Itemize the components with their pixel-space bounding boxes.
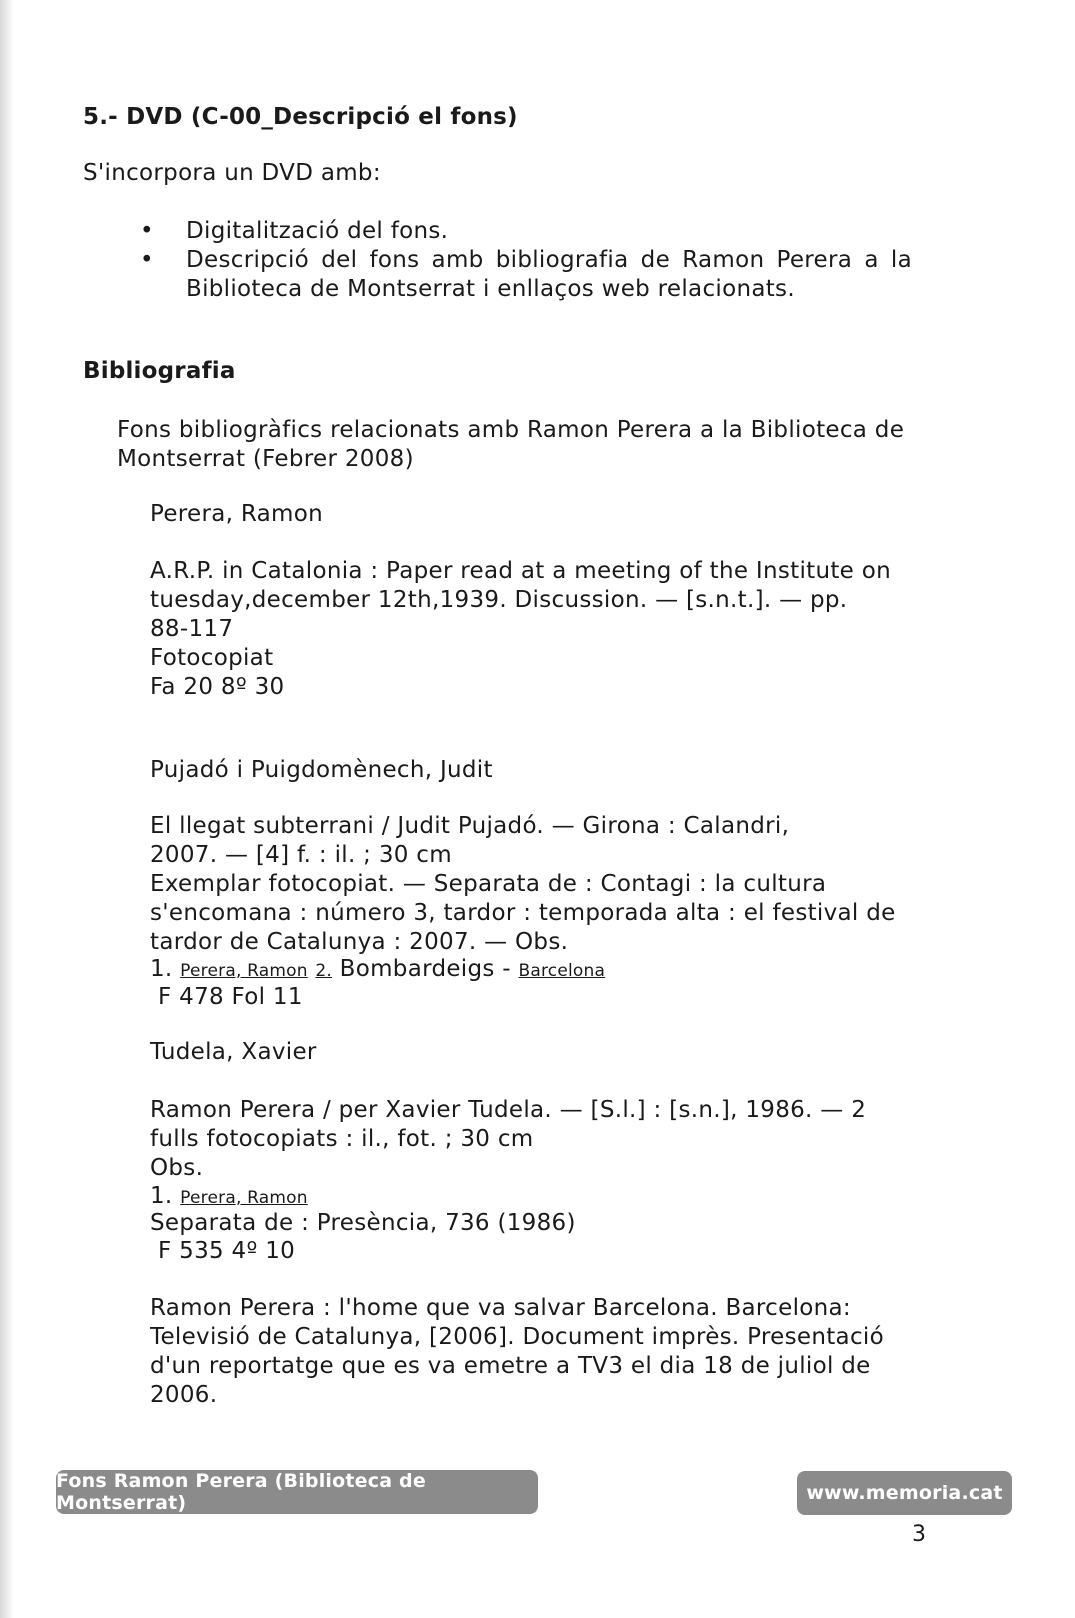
subject-number: 1.: [150, 1183, 173, 1209]
subject-link-perera[interactable]: Perera, Ramon: [180, 961, 308, 981]
bibliographic-entry: Ramon Perera : l'home que va salvar Barcelona. Barcelona: Televisió de Catalunya, [2006]. Document imprès. Presentació d'un reportatge que es va emetre a TV3 el dia 18 de juliol de 2006.: [150, 1295, 884, 1408]
page-number: 3: [912, 1522, 926, 1547]
section-intro: S'incorpora un DVD amb:: [83, 160, 381, 186]
call-number: F 535 4º 10: [158, 1238, 296, 1264]
bibliographic-entry: A.R.P. in Catalonia : Paper read at a meeting of the Institute on tuesday,december 12th,1939. Discussion. — [s.n.t.]. — pp. 88-117 Fotocopiat Fa 20 8º 30: [150, 558, 891, 700]
section-title: 5.- DVD (C-00_Descripció el fons): [83, 104, 518, 130]
bibliography-subheading: Fons bibliogràfics relacionats amb Ramon Perera a la Biblioteca de Montserrat (Febrer 2008): [117, 417, 905, 472]
bibliography-heading: Bibliografia: [83, 358, 236, 384]
scan-edge-shadow: [0, 0, 14, 1618]
subject-headings: [150, 955, 605, 986]
entry-author: Tudela, Xavier: [150, 1039, 317, 1065]
bibliographic-entry: Ramon Perera / per Xavier Tudela. — [S.l.] : [s.n.], 1986. — 2 fulls fotocopiats : il., fot. ; 30 cm Obs.: [150, 1097, 867, 1181]
subject-link-barcelona[interactable]: Barcelona: [518, 961, 606, 981]
entry-author: Perera, Ramon: [150, 501, 323, 527]
call-number: F 478 Fol 11: [158, 984, 303, 1010]
subject-link-perera[interactable]: Perera, Ramon: [180, 1188, 308, 1208]
bibliographic-entry: El llegat subterrani / Judit Pujadó. — Girona : Calandri, 2007. — [4] f. : il. ; 30 cm Exemplar fotocopiat. — Separata de : Contagi : la cultura s'encomana : número 3, tardor : temporada alta : el festival de tardor de Catalunya : 2007. — Obs.: [150, 813, 896, 955]
subject-term: Bombardeigs -: [339, 956, 511, 982]
subject-number: 1.: [150, 956, 173, 982]
footer-website-label: www.memoria.cat: [797, 1471, 1012, 1515]
subject-number-link[interactable]: 2.: [315, 961, 333, 981]
list-item: • Descripció del fons amb bibliografia de Ramon Perera a la Biblioteca de Montserrat i enllaços web relacionats.: [140, 246, 912, 304]
separata-note: Separata de : Presència, 736 (1986): [150, 1210, 576, 1236]
entry-author: Pujadó i Puigdomènech, Judit: [150, 757, 493, 783]
footer-collection-label: Fons Ramon Perera (Biblioteca de Montserrat): [56, 1470, 538, 1514]
dvd-contents-list: [140, 217, 912, 304]
list-item: • Digitalització del fons.: [140, 217, 912, 246]
